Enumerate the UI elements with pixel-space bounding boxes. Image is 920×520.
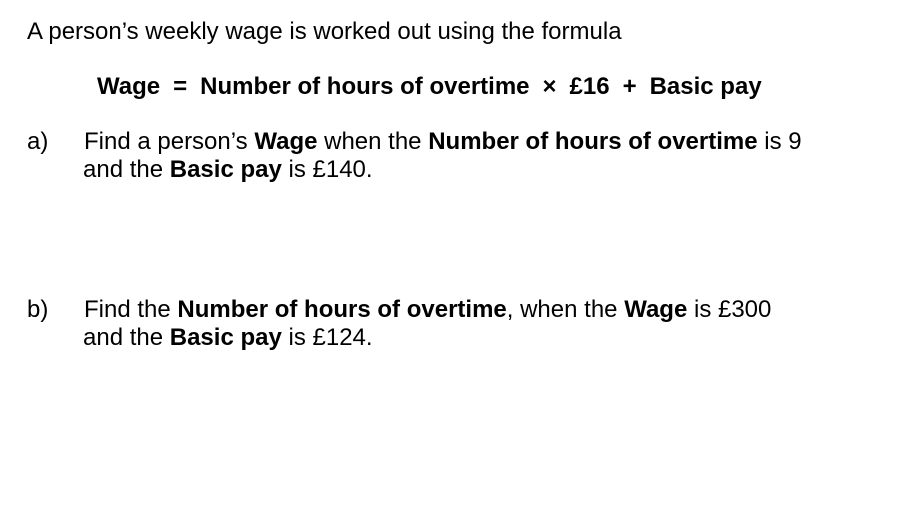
question-b-label: b) [27, 296, 49, 323]
question-a-bold-basic-pay: Basic pay [169, 156, 282, 183]
formula-plus-sign: + [622, 73, 637, 100]
intro-text: A person’s weekly wage is worked out using the formula [27, 18, 622, 45]
question-b-text-2: , when the [506, 296, 625, 323]
formula-term-wage: Wage [97, 73, 161, 100]
question-b-bold-overtime: Number of hours of overtime [177, 296, 507, 323]
question-a-bold-overtime: Number of hours of overtime [428, 128, 758, 155]
question-b-text-4: and the [83, 324, 170, 351]
question-a-text-5: is £140. [281, 156, 373, 183]
question-a-text-1: Find a person’s [84, 128, 255, 155]
formula-times-sign: × [542, 73, 557, 100]
question-b-text-1: Find the [84, 296, 178, 323]
question-a-bold-wage: Wage [254, 128, 318, 155]
formula-term-basic-pay: Basic pay [649, 73, 762, 100]
question-b-text-3: is £300 [687, 296, 772, 323]
question-a-line-2 [83, 156, 883, 184]
question-b-bold-wage: Wage [624, 296, 688, 323]
question-a-text-2: when the [317, 128, 429, 155]
question-a-text [83, 128, 883, 184]
question-a-line-1 [84, 128, 883, 156]
question-a-text-4: and the [83, 156, 170, 183]
wage-formula [97, 72, 762, 102]
question-a-label: a) [27, 128, 49, 155]
question-b-line-2 [83, 324, 883, 352]
formula-term-rate: £16 [569, 73, 610, 100]
question-b-bold-basic-pay: Basic pay [169, 324, 282, 351]
formula-term-overtime-hours: Number of hours of overtime [200, 73, 530, 100]
question-b-line-1 [84, 296, 883, 324]
question-b-text [83, 296, 883, 352]
formula-equals-sign: = [173, 73, 188, 100]
question-a-text-3: is 9 [757, 128, 802, 155]
question-b-text-5: is £124. [281, 324, 373, 351]
